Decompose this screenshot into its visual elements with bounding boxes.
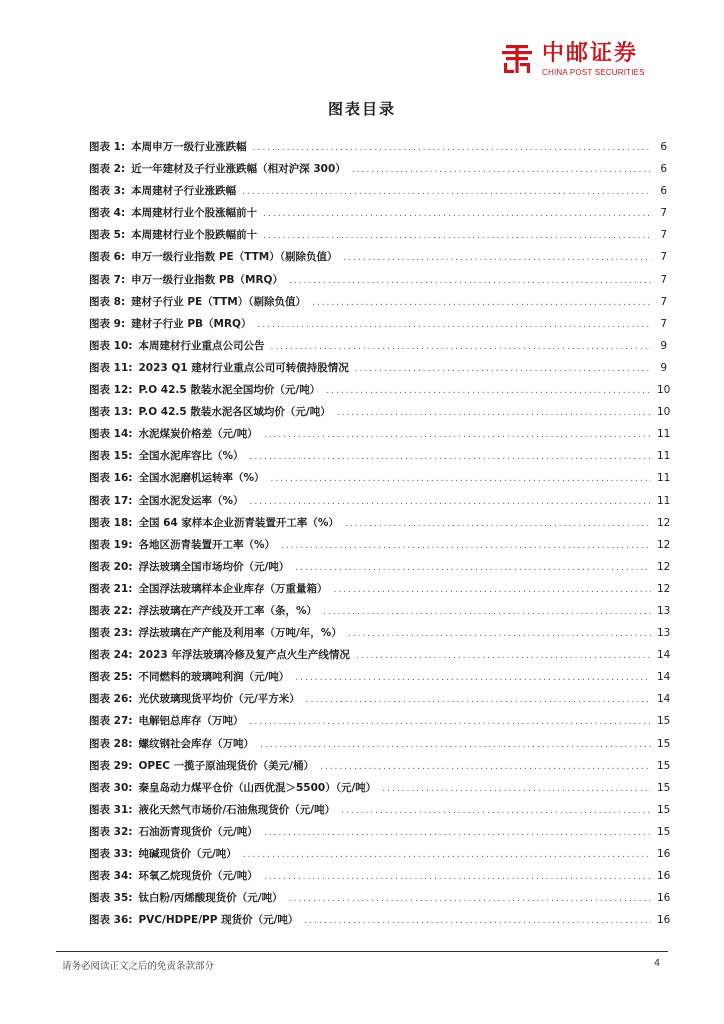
toc-entry[interactable] xyxy=(89,626,671,648)
toc-leader-dots xyxy=(270,340,651,355)
footer-disclaimer: 请务必阅读正文之后的免责条款部分 xyxy=(62,961,215,972)
toc-entry[interactable] xyxy=(89,228,667,250)
toc-entry-title[interactable]: 不同燃料的玻璃吨利润（元/吨） xyxy=(138,671,290,684)
toc-entry-title[interactable]: 石油沥青现货价（元/吨） xyxy=(138,825,258,838)
toc-entry[interactable] xyxy=(89,714,671,736)
toc-entry-page[interactable]: 15 xyxy=(657,825,671,838)
toc-entry-page[interactable]: 7 xyxy=(660,251,667,264)
toc-entry-label: 图表 21: xyxy=(89,582,133,595)
toc-entry-title[interactable]: 本周建材行业重点公司公告 xyxy=(138,339,265,352)
toc-leader-dots xyxy=(243,848,651,863)
toc-entry-title[interactable]: 本周申万一级行业涨跌幅 xyxy=(131,141,247,153)
toc-entry-page[interactable]: 12 xyxy=(657,560,671,573)
toc-leader-dots xyxy=(356,649,651,664)
toc-entry-title[interactable]: 建材子行业 PE（TTM）（剔除负值） xyxy=(131,295,306,308)
toc-entry-title[interactable]: 建材子行业 PB（MRQ） xyxy=(131,317,252,330)
footer-divider xyxy=(56,951,668,952)
toc-entry-title[interactable]: 浮法玻璃在产产能及利用率（万吨/年，%） xyxy=(138,627,342,640)
toc-entry-page[interactable]: 15 xyxy=(657,803,671,816)
toc-entry-label: 图表 20: xyxy=(89,560,133,573)
page-header xyxy=(0,0,724,90)
toc-leader-dots xyxy=(289,274,651,289)
toc-leader-dots xyxy=(263,207,651,222)
toc-entry[interactable] xyxy=(89,648,671,670)
toc-entry-label: 图表 36: xyxy=(89,914,133,927)
toc-entry-page[interactable]: 6 xyxy=(660,163,667,176)
toc-entry-page[interactable]: 12 xyxy=(657,538,671,551)
toc-entry-label: 图表 26: xyxy=(89,693,133,706)
toc-entry-label: 图表 29: xyxy=(89,759,133,772)
toc-entry-label: 图表 19: xyxy=(89,538,133,551)
toc-entry-title[interactable]: 本周建材行业个股跌幅前十 xyxy=(131,229,258,242)
toc-entry-label: 图表 12: xyxy=(89,384,133,397)
toc-leader-dots xyxy=(260,738,651,753)
toc-entry-label: 图表 4: xyxy=(89,207,126,220)
toc-entry-label: 图表 2: xyxy=(89,163,126,176)
toc-entry[interactable] xyxy=(89,604,671,626)
toc-entry-title[interactable]: 浮法玻璃全国市场均价（元/吨） xyxy=(138,560,290,573)
toc-entry-label: 图表 11: xyxy=(89,361,133,374)
toc-entry-label: 图表 10: xyxy=(89,339,133,352)
toc-entry[interactable] xyxy=(89,803,671,825)
toc-leader-dots xyxy=(250,495,652,510)
toc-entry-label: 图表 34: xyxy=(89,870,133,883)
toc-entry-page[interactable]: 10 xyxy=(657,406,671,419)
toc-entry-label: 图表 6: xyxy=(89,251,126,264)
toc-entry[interactable] xyxy=(89,162,667,184)
toc-entry-label: 图表 25: xyxy=(89,671,133,684)
toc-entry[interactable] xyxy=(89,759,671,781)
toc-entry-page[interactable]: 10 xyxy=(657,384,671,397)
toc-entry-title[interactable]: 近一年建材及子行业涨跌幅（相对沪深 300） xyxy=(131,163,346,176)
toc-entry-page[interactable]: 12 xyxy=(657,582,671,595)
toc-entry[interactable] xyxy=(89,250,667,272)
toc-leader-dots xyxy=(355,362,651,377)
toc-entry[interactable] xyxy=(89,206,667,228)
toc-entry[interactable] xyxy=(89,361,667,383)
logo-english-name: CHINA POST SECURITIES xyxy=(542,68,645,77)
toc-entry-title[interactable]: 本周建材子行业涨跌幅 xyxy=(131,185,237,198)
toc-leader-dots xyxy=(264,428,651,443)
toc-entry[interactable] xyxy=(89,317,667,339)
toc-entry-title[interactable]: 申万一级行业指数 PE（TTM）（剔除负值） xyxy=(131,251,338,264)
toc-entry-page[interactable]: 7 xyxy=(660,273,667,286)
toc-entry[interactable] xyxy=(89,692,671,714)
toc-leader-dots xyxy=(281,539,651,554)
page-number: 4 xyxy=(653,958,660,969)
toc-entry[interactable] xyxy=(89,295,667,317)
toc-entry[interactable] xyxy=(89,339,667,361)
toc-entry-page[interactable]: 7 xyxy=(660,295,667,308)
toc-entry-label: 图表 35: xyxy=(89,892,133,905)
toc-entry-title[interactable]: 液化天然气市场价/石油焦现货价（元/吨） xyxy=(138,803,336,816)
toc-entry-label: 图表 9: xyxy=(89,317,126,330)
toc-entry[interactable] xyxy=(89,140,667,162)
toc-leader-dots xyxy=(295,561,651,576)
toc-entry[interactable] xyxy=(89,427,671,449)
toc-entry-page[interactable]: 16 xyxy=(657,848,671,860)
toc-entry[interactable] xyxy=(89,383,671,405)
toc-entry[interactable] xyxy=(89,825,671,847)
toc-leader-dots xyxy=(323,605,651,620)
toc-entry-page[interactable]: 16 xyxy=(657,914,671,927)
toc-entry[interactable] xyxy=(89,869,671,891)
toc-entry-page[interactable]: 15 xyxy=(657,715,671,728)
toc-leader-dots xyxy=(343,251,651,266)
toc-entry-title[interactable]: P.O 42.5 散装水泥各区域均价（元/吨） xyxy=(138,406,331,419)
toc-entry-title[interactable]: 浮法玻璃在产产线及开工率（条，%） xyxy=(138,604,317,617)
toc-leader-dots xyxy=(352,163,651,178)
toc-entry-title[interactable]: 全国浮法玻璃样本企业库存（万重量箱） xyxy=(138,582,328,595)
toc-entry-page[interactable]: 16 xyxy=(657,870,671,883)
toc-entry-title[interactable]: 2023 年浮法玻璃冷修及复产点火生产线情况 xyxy=(138,649,350,662)
toc-entry-label: 图表 16: xyxy=(89,472,133,485)
toc-entry-title[interactable]: P.O 42.5 散装水泥全国均价（元/吨） xyxy=(138,384,321,397)
toc-entry-title[interactable]: 申万一级行业指数 PB（MRQ） xyxy=(131,273,283,286)
toc-leader-dots xyxy=(289,892,651,907)
toc-entry[interactable] xyxy=(89,913,671,935)
toc-entry-title[interactable]: 纯碱现货价（元/吨） xyxy=(138,848,237,860)
toc-entry-label: 图表 7: xyxy=(89,273,126,286)
toc-entry-page[interactable]: 7 xyxy=(660,317,667,330)
toc-entry-label: 图表 30: xyxy=(89,781,133,794)
toc-entry-title[interactable]: 环氧乙烷现货价（元/吨） xyxy=(138,870,258,883)
toc-entry-label: 图表 14: xyxy=(89,428,133,441)
toc-entry-label: 图表 13: xyxy=(89,406,133,419)
toc-entry[interactable] xyxy=(89,494,671,516)
toc-leader-dots xyxy=(264,826,651,841)
toc-entry-label: 图表 23: xyxy=(89,627,133,640)
toc-entry-label: 图表 5: xyxy=(89,229,126,242)
toc-entry[interactable] xyxy=(89,538,671,560)
toc-entry[interactable] xyxy=(89,516,671,538)
toc-entry-page[interactable]: 13 xyxy=(657,604,671,617)
toc-leader-dots xyxy=(348,627,651,642)
toc-entry-label: 图表 33: xyxy=(89,848,133,860)
toc-entry-page[interactable]: 11 xyxy=(657,472,671,485)
toc-entry-label: 图表 22: xyxy=(89,604,133,617)
toc-entry-label: 图表 27: xyxy=(89,715,133,728)
toc-entry[interactable] xyxy=(89,560,671,582)
toc-entry-page[interactable]: 12 xyxy=(657,516,671,529)
toc-entry-label: 图表 3: xyxy=(89,185,126,198)
toc-leader-dots xyxy=(341,804,651,819)
toc-entry[interactable] xyxy=(89,670,671,692)
toc-entry-title[interactable]: 2023 Q1 建材行业重点公司可转债持股情况 xyxy=(138,361,349,374)
toc-entry-label: 图表 18: xyxy=(89,516,133,529)
toc-leader-dots xyxy=(326,384,651,399)
toc-leader-dots xyxy=(249,715,651,730)
toc-leader-dots xyxy=(242,185,651,200)
toc-entry-title[interactable]: 本周建材行业个股涨幅前十 xyxy=(131,207,258,220)
toc-leader-dots xyxy=(304,914,651,929)
toc-leader-dots xyxy=(320,760,651,775)
toc-leader-dots xyxy=(333,583,651,598)
toc-entry-page[interactable]: 14 xyxy=(657,693,671,706)
toc-entry-page[interactable]: 16 xyxy=(657,892,671,905)
toc-entry[interactable] xyxy=(89,471,671,493)
toc-entry[interactable] xyxy=(89,737,671,759)
toc-entry-label: 图表 28: xyxy=(89,737,133,750)
toc-entry[interactable] xyxy=(89,781,671,803)
toc-entry-label: 图表 31: xyxy=(89,803,133,816)
toc-entry-page[interactable]: 9 xyxy=(660,339,667,352)
toc-entry-label: 图表 24: xyxy=(89,649,133,662)
toc-entry-title[interactable]: 秦皇岛动力煤平仓价（山西优混＞5500）（元/吨） xyxy=(138,781,377,794)
toc-entry-title[interactable]: 全国水泥库容比（%） xyxy=(138,450,244,463)
page-title: 图表目录 xyxy=(327,100,396,118)
toc-leader-dots xyxy=(264,870,651,885)
toc-entry-title[interactable]: 光伏玻璃现货平均价（元/平方米） xyxy=(138,693,300,706)
toc-entry-title[interactable]: 螺纹钢社会库存（万吨） xyxy=(138,737,254,750)
toc-leader-dots xyxy=(250,450,652,465)
toc-entry[interactable] xyxy=(89,891,671,913)
toc-leader-dots xyxy=(337,406,651,421)
china-post-logo-icon xyxy=(500,42,534,76)
toc-entry[interactable] xyxy=(89,405,671,427)
toc-entry-page[interactable]: 15 xyxy=(657,737,671,750)
toc-leader-dots xyxy=(306,693,651,708)
toc-leader-dots xyxy=(345,517,651,532)
toc-leader-dots xyxy=(253,141,651,156)
toc-entry-title[interactable]: PVC/HDPE/PP 现货价（元/吨） xyxy=(138,914,299,927)
toc-entry-title[interactable]: 各地区沥青装置开工率（%） xyxy=(138,538,275,551)
toc-entry-title[interactable]: 电解铝总库存（万吨） xyxy=(138,715,244,728)
toc-entry[interactable] xyxy=(89,449,671,471)
toc-entry-title[interactable]: 钛白粉/丙烯酸现货价（元/吨） xyxy=(138,892,283,905)
toc-entry-page[interactable]: 11 xyxy=(657,450,671,463)
toc-entry-title[interactable]: 水泥煤炭价格差（元/吨） xyxy=(138,428,258,441)
toc-entry-label: 图表 32: xyxy=(89,825,133,838)
logo-chinese-name: 中邮证券 xyxy=(542,41,639,66)
toc-entry-title[interactable]: OPEC 一揽子原油现货价（美元/桶） xyxy=(138,759,314,772)
toc-entry-label: 图表 8: xyxy=(89,295,126,308)
table-of-figures xyxy=(89,140,671,935)
toc-leader-dots xyxy=(312,296,651,311)
toc-entry-page[interactable]: 6 xyxy=(660,141,667,153)
toc-leader-dots xyxy=(295,671,651,686)
toc-leader-dots xyxy=(382,782,651,797)
toc-entry-page[interactable]: 14 xyxy=(657,649,671,662)
toc-entry-page[interactable]: 11 xyxy=(657,428,671,441)
toc-entry[interactable] xyxy=(89,582,671,604)
toc-entry-page[interactable]: 6 xyxy=(660,185,667,198)
toc-entry-page[interactable]: 13 xyxy=(657,627,671,640)
company-logo xyxy=(500,42,670,82)
toc-entry-title[interactable]: 全国水泥发运率（%） xyxy=(138,494,244,507)
toc-entry-page[interactable]: 15 xyxy=(657,781,671,794)
toc-entry[interactable] xyxy=(89,847,671,869)
toc-entry-page[interactable]: 14 xyxy=(657,671,671,684)
toc-entry-label: 图表 17: xyxy=(89,494,133,507)
toc-entry-page[interactable]: 7 xyxy=(660,207,667,220)
toc-entry-label: 图表 1: xyxy=(89,141,126,153)
toc-entry-label: 图表 15: xyxy=(89,450,133,463)
toc-leader-dots xyxy=(258,318,652,333)
toc-entry-page[interactable]: 15 xyxy=(657,759,671,772)
toc-leader-dots xyxy=(271,472,652,487)
toc-entry[interactable] xyxy=(89,273,667,295)
toc-entry-page[interactable]: 11 xyxy=(657,494,671,507)
toc-entry-title[interactable]: 全国 64 家样本企业沥青装置开工率（%） xyxy=(138,516,339,529)
toc-entry[interactable] xyxy=(89,184,667,206)
toc-entry-page[interactable]: 7 xyxy=(660,229,667,242)
toc-entry-page[interactable]: 9 xyxy=(660,361,667,374)
toc-leader-dots xyxy=(263,229,651,244)
toc-entry-title[interactable]: 全国水泥磨机运转率（%） xyxy=(138,472,265,485)
